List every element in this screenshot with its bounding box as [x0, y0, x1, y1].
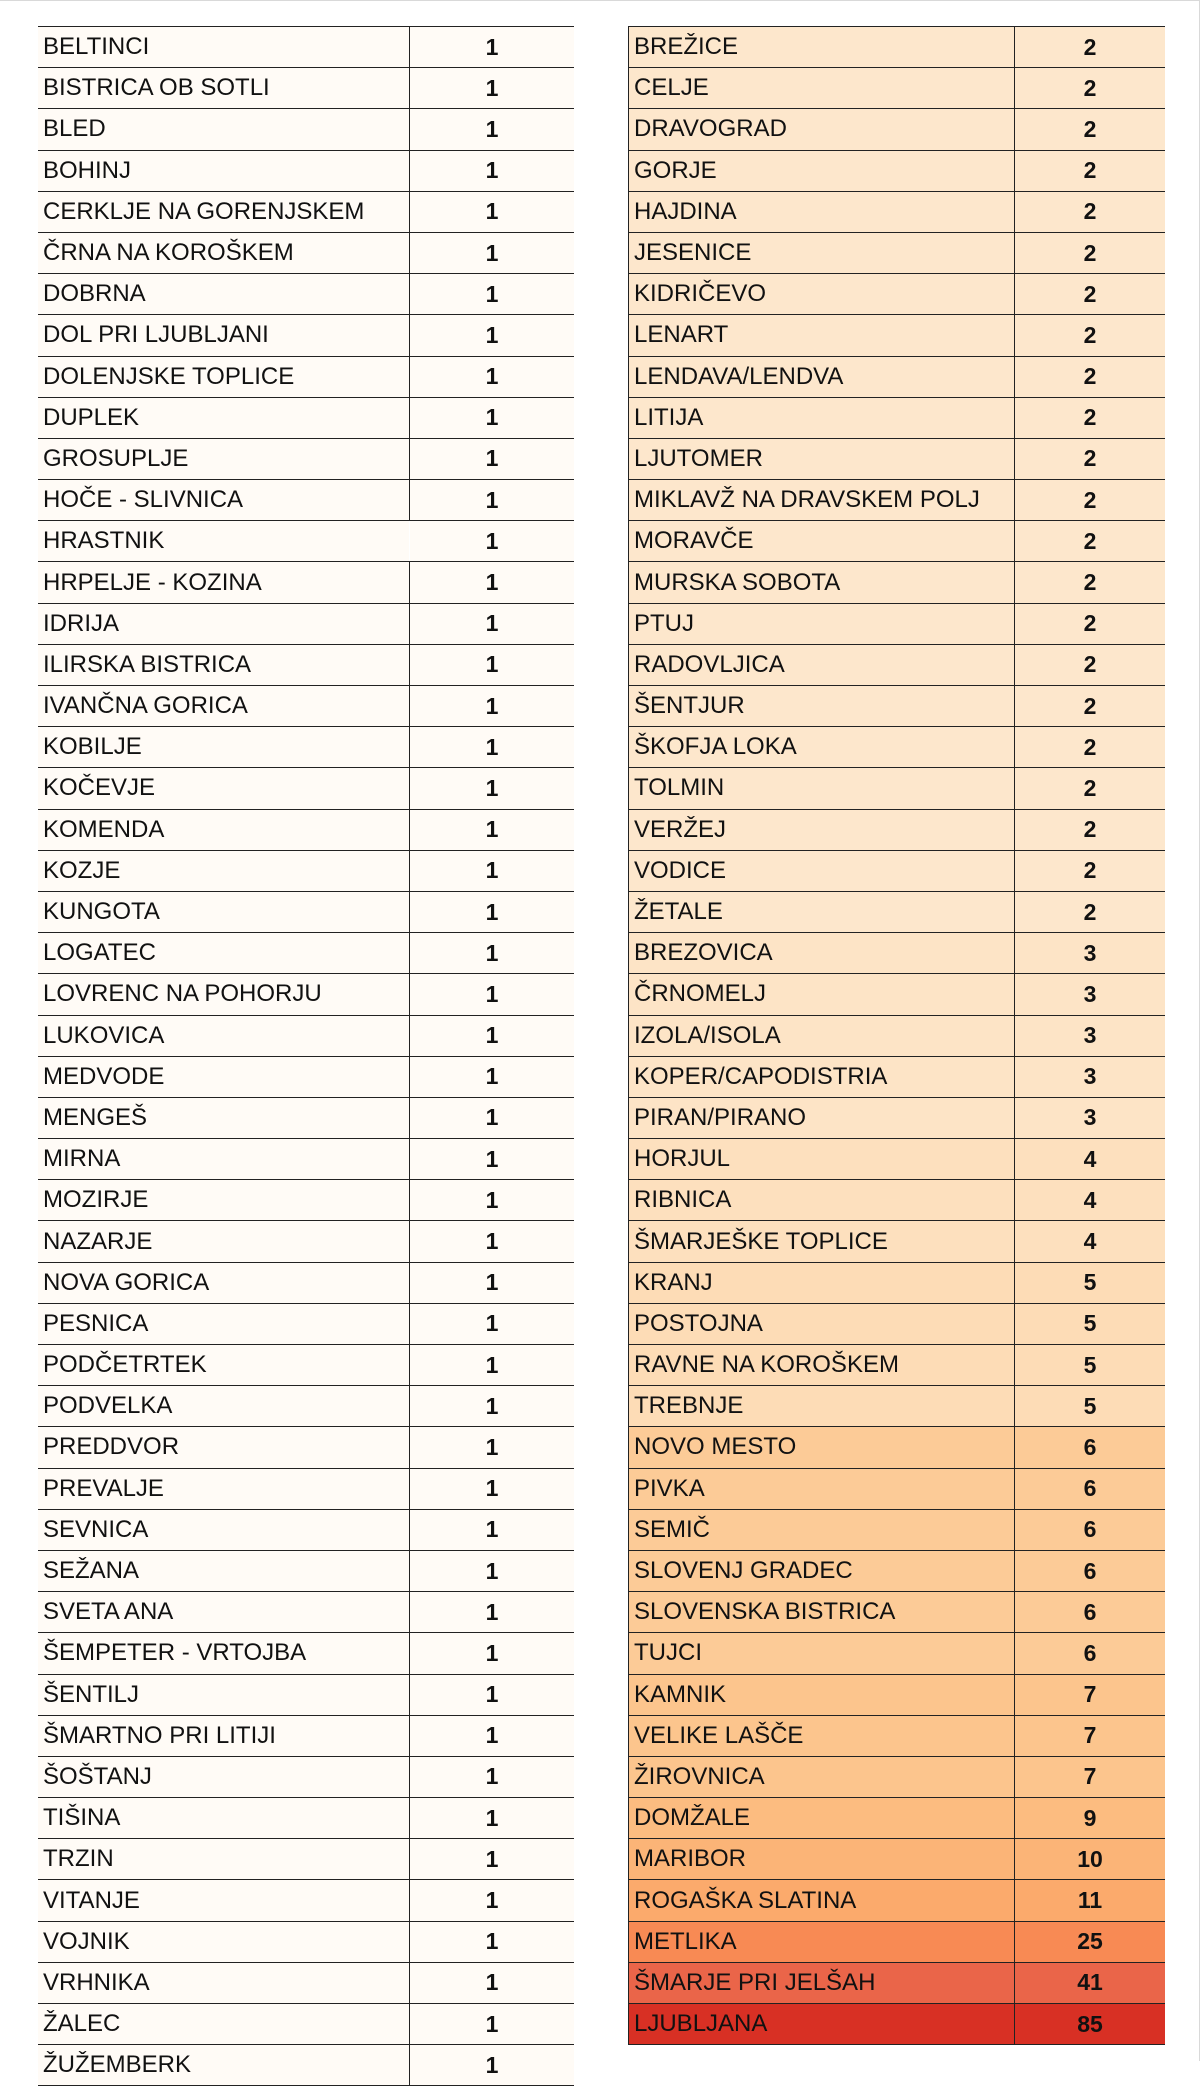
table-row [629, 1139, 1166, 1180]
table-row [629, 1262, 1166, 1303]
municipality-name: SEŽANA [38, 1550, 410, 1591]
table-row [629, 1509, 1166, 1550]
table-row [629, 644, 1166, 685]
table-row [38, 603, 574, 644]
table-row [38, 1592, 574, 1633]
table-row [38, 521, 574, 562]
municipality-name: POSTOJNA [629, 1303, 1015, 1344]
municipality-name: KOZJE [38, 850, 410, 891]
table-row [629, 274, 1166, 315]
municipality-name: VELIKE LAŠČE [629, 1715, 1015, 1756]
municipality-name: TRZIN [38, 1839, 410, 1880]
case-count: 41 [1015, 1962, 1166, 2003]
municipality-name: PREDDVOR [38, 1427, 410, 1468]
municipality-name: LITIJA [629, 397, 1015, 438]
municipality-name: CELJE [629, 68, 1015, 109]
municipality-name: CERKLJE NA GORENJSKEM [38, 191, 410, 232]
case-count: 3 [1015, 1015, 1166, 1056]
table-row [38, 1468, 574, 1509]
case-count: 1 [410, 1633, 575, 1674]
case-count: 1 [410, 603, 575, 644]
table-row [38, 1715, 574, 1756]
municipality-name: KOBILJE [38, 727, 410, 768]
municipality-name: VITANJE [38, 1880, 410, 1921]
table-row [38, 356, 574, 397]
case-count: 1 [410, 1468, 575, 1509]
table-row [38, 727, 574, 768]
table-row [38, 1633, 574, 1674]
municipality-table-left [38, 26, 574, 2086]
table-row [38, 150, 574, 191]
case-count: 1 [410, 438, 575, 479]
case-count: 2 [1015, 397, 1166, 438]
case-count: 1 [410, 27, 575, 68]
table-row [38, 1262, 574, 1303]
case-count: 1 [410, 274, 575, 315]
table-row [38, 1427, 574, 1468]
table-row [629, 1798, 1166, 1839]
municipality-name: MIRNA [38, 1139, 410, 1180]
table-row [629, 1345, 1166, 1386]
municipality-name: PODVELKA [38, 1386, 410, 1427]
municipality-name: IZOLA/ISOLA [629, 1015, 1015, 1056]
municipality-name: KRANJ [629, 1262, 1015, 1303]
case-count: 2 [1015, 356, 1166, 397]
case-count: 2 [1015, 191, 1166, 232]
municipality-name: TIŠINA [38, 1798, 410, 1839]
case-count: 2 [1015, 315, 1166, 356]
case-count: 1 [410, 891, 575, 932]
municipality-name: DRAVOGRAD [629, 109, 1015, 150]
municipality-name: MEDVODE [38, 1056, 410, 1097]
municipality-name: NOVA GORICA [38, 1262, 410, 1303]
municipality-name: MOZIRJE [38, 1180, 410, 1221]
table-row [38, 1345, 574, 1386]
case-count: 2 [1015, 603, 1166, 644]
case-count: 1 [410, 1880, 575, 1921]
case-count: 1 [410, 1839, 575, 1880]
case-count: 1 [410, 191, 575, 232]
table-row [629, 974, 1166, 1015]
table-row [38, 1056, 574, 1097]
table-row [38, 1880, 574, 1921]
municipality-name: DUPLEK [38, 397, 410, 438]
municipality-name: ŽETALE [629, 891, 1015, 932]
table-row [629, 1921, 1166, 1962]
case-count: 25 [1015, 1921, 1166, 1962]
table-row [38, 27, 574, 68]
municipality-name: BOHINJ [38, 150, 410, 191]
table-row [629, 438, 1166, 479]
case-count: 2 [1015, 521, 1166, 562]
table-row [629, 727, 1166, 768]
table-row [629, 521, 1166, 562]
case-count: 6 [1015, 1633, 1166, 1674]
municipality-name: IDRIJA [38, 603, 410, 644]
municipality-name: RADOVLJICA [629, 644, 1015, 685]
municipality-name: DOL PRI LJUBLJANI [38, 315, 410, 356]
case-count: 2 [1015, 850, 1166, 891]
case-count: 1 [410, 356, 575, 397]
case-count: 6 [1015, 1509, 1166, 1550]
table-row [38, 315, 574, 356]
table-row [629, 232, 1166, 273]
table-row [629, 1221, 1166, 1262]
municipality-name: SLOVENSKA BISTRICA [629, 1592, 1015, 1633]
case-count: 2 [1015, 809, 1166, 850]
municipality-name: MIKLAVŽ NA DRAVSKEM POLJ [629, 480, 1015, 521]
case-count: 2 [1015, 232, 1166, 273]
municipality-name: BLED [38, 109, 410, 150]
table-row [629, 809, 1166, 850]
table-row [629, 1715, 1166, 1756]
table-row [629, 768, 1166, 809]
municipality-name: KOČEVJE [38, 768, 410, 809]
case-count: 1 [410, 850, 575, 891]
table-row [38, 232, 574, 273]
case-count: 5 [1015, 1303, 1166, 1344]
municipality-name: RIBNICA [629, 1180, 1015, 1221]
case-count: 2 [1015, 274, 1166, 315]
table-row [629, 2004, 1166, 2045]
case-count: 3 [1015, 1056, 1166, 1097]
municipality-name: MENGEŠ [38, 1097, 410, 1138]
table-row [629, 1097, 1166, 1138]
table-row [38, 933, 574, 974]
case-count: 1 [410, 644, 575, 685]
municipality-name: GROSUPLJE [38, 438, 410, 479]
case-count: 5 [1015, 1386, 1166, 1427]
municipality-name: ŠENTILJ [38, 1674, 410, 1715]
municipality-name: DOBRNA [38, 274, 410, 315]
case-count: 10 [1015, 1839, 1166, 1880]
case-count: 9 [1015, 1798, 1166, 1839]
municipality-name: ŽIROVNICA [629, 1756, 1015, 1797]
table-row [38, 1756, 574, 1797]
municipality-name: KUNGOTA [38, 891, 410, 932]
case-count: 1 [410, 1221, 575, 1262]
case-count: 1 [410, 1180, 575, 1221]
case-count: 1 [410, 562, 575, 603]
municipality-name: ŠMARJEŠKE TOPLICE [629, 1221, 1015, 1262]
municipality-name: ŠOŠTANJ [38, 1756, 410, 1797]
case-count: 4 [1015, 1221, 1166, 1262]
table-row [38, 1180, 574, 1221]
table-row [629, 150, 1166, 191]
municipality-name: METLIKA [629, 1921, 1015, 1962]
municipality-name: MURSKA SOBOTA [629, 562, 1015, 603]
municipality-name: ČRNOMELJ [629, 974, 1015, 1015]
table-row [629, 850, 1166, 891]
table-row [38, 562, 574, 603]
table-row [629, 1756, 1166, 1797]
case-count: 1 [410, 480, 575, 521]
table-row [38, 2045, 574, 2086]
municipality-name: VRHNIKA [38, 1962, 410, 2003]
case-count: 1 [410, 1262, 575, 1303]
case-count: 1 [410, 727, 575, 768]
table-row [38, 1921, 574, 1962]
case-count: 3 [1015, 974, 1166, 1015]
case-count: 3 [1015, 1097, 1166, 1138]
municipality-name: HRASTNIK [38, 521, 410, 562]
municipality-name: IVANČNA GORICA [38, 686, 410, 727]
table-row [38, 109, 574, 150]
table-row [629, 686, 1166, 727]
municipality-name: HOČE - SLIVNICA [38, 480, 410, 521]
municipality-name: ŽUŽEMBERK [38, 2045, 410, 2086]
table-row [629, 397, 1166, 438]
table-row [629, 109, 1166, 150]
municipality-name: PTUJ [629, 603, 1015, 644]
case-count: 1 [410, 1550, 575, 1591]
municipality-name: HRPELJE - KOZINA [38, 562, 410, 603]
table-row [629, 1386, 1166, 1427]
municipality-name: HORJUL [629, 1139, 1015, 1180]
municipality-name: ŠKOFJA LOKA [629, 727, 1015, 768]
municipality-name: LENDAVA/LENDVA [629, 356, 1015, 397]
case-count: 1 [410, 1097, 575, 1138]
case-count: 6 [1015, 1468, 1166, 1509]
municipality-name: ILIRSKA BISTRICA [38, 644, 410, 685]
table-row [629, 1674, 1166, 1715]
case-count: 1 [410, 1139, 575, 1180]
municipality-name: MORAVČE [629, 521, 1015, 562]
table-row [38, 850, 574, 891]
case-count: 2 [1015, 686, 1166, 727]
case-count: 1 [410, 1798, 575, 1839]
municipality-name: KAMNIK [629, 1674, 1015, 1715]
municipality-name: NOVO MESTO [629, 1427, 1015, 1468]
case-count: 1 [410, 2004, 575, 2045]
case-count: 2 [1015, 438, 1166, 479]
case-count: 2 [1015, 68, 1166, 109]
table-row [629, 562, 1166, 603]
municipality-name: ŽALEC [38, 2004, 410, 2045]
case-count: 3 [1015, 933, 1166, 974]
case-count: 1 [410, 1715, 575, 1756]
table-row [629, 1592, 1166, 1633]
table-row [38, 1798, 574, 1839]
municipality-name: HAJDINA [629, 191, 1015, 232]
municipality-name: LOGATEC [38, 933, 410, 974]
table-row [629, 1839, 1166, 1880]
case-count: 5 [1015, 1262, 1166, 1303]
case-count: 1 [410, 809, 575, 850]
table-row [38, 480, 574, 521]
case-count: 1 [410, 521, 575, 562]
table-row [38, 768, 574, 809]
case-count: 1 [410, 768, 575, 809]
municipality-name: SLOVENJ GRADEC [629, 1550, 1015, 1591]
case-count: 1 [410, 1303, 575, 1344]
table-row [629, 1015, 1166, 1056]
case-count: 85 [1015, 2004, 1166, 2045]
municipality-name: LJUBLJANA [629, 2004, 1015, 2045]
table-row [38, 1962, 574, 2003]
case-count: 2 [1015, 891, 1166, 932]
table-row [38, 1097, 574, 1138]
municipality-name: ŠMARTNO PRI LITIJI [38, 1715, 410, 1756]
case-count: 1 [410, 315, 575, 356]
table-row [629, 191, 1166, 232]
case-count: 1 [410, 1962, 575, 2003]
municipality-name: ŠMARJE PRI JELŠAH [629, 1962, 1015, 2003]
case-count: 1 [410, 686, 575, 727]
municipality-name: DOMŽALE [629, 1798, 1015, 1839]
municipality-name: VOJNIK [38, 1921, 410, 1962]
municipality-name: ŠEMPETER - VRTOJBA [38, 1633, 410, 1674]
case-count: 1 [410, 1345, 575, 1386]
case-count: 6 [1015, 1427, 1166, 1468]
table-row [38, 1221, 574, 1262]
table-row [629, 1427, 1166, 1468]
municipality-name: RAVNE NA KOROŠKEM [629, 1345, 1015, 1386]
municipality-name: VODICE [629, 850, 1015, 891]
municipality-name: KOPER/CAPODISTRIA [629, 1056, 1015, 1097]
table-row [38, 68, 574, 109]
table-row [38, 1386, 574, 1427]
table-row [38, 2004, 574, 2045]
table-row [38, 686, 574, 727]
case-count: 2 [1015, 480, 1166, 521]
municipality-name: LUKOVICA [38, 1015, 410, 1056]
case-count: 1 [410, 1592, 575, 1633]
municipality-name: BELTINCI [38, 27, 410, 68]
municipality-table-right [628, 26, 1165, 2045]
table-row [38, 974, 574, 1015]
case-count: 1 [410, 150, 575, 191]
table-row [38, 1674, 574, 1715]
municipality-name: NAZARJE [38, 1221, 410, 1262]
municipality-name: ŠENTJUR [629, 686, 1015, 727]
table-row [38, 1839, 574, 1880]
case-count: 1 [410, 1921, 575, 1962]
case-count: 2 [1015, 768, 1166, 809]
case-count: 4 [1015, 1139, 1166, 1180]
municipality-name: BREŽICE [629, 27, 1015, 68]
municipality-name: ČRNA NA KOROŠKEM [38, 232, 410, 273]
municipality-name: PIRAN/PIRANO [629, 1097, 1015, 1138]
municipality-name: KOMENDA [38, 809, 410, 850]
case-count: 1 [410, 1427, 575, 1468]
municipality-name: DOLENJSKE TOPLICE [38, 356, 410, 397]
case-count: 1 [410, 1509, 575, 1550]
table-row [629, 1180, 1166, 1221]
table-row [629, 603, 1166, 644]
municipality-name: GORJE [629, 150, 1015, 191]
case-count: 2 [1015, 27, 1166, 68]
municipality-name: ROGAŠKA SLATINA [629, 1880, 1015, 1921]
municipality-name: BREZOVICA [629, 933, 1015, 974]
case-count: 1 [410, 1386, 575, 1427]
table-row [629, 1056, 1166, 1097]
municipality-name: BISTRICA OB SOTLI [38, 68, 410, 109]
municipality-name: PREVALJE [38, 1468, 410, 1509]
municipality-name: TUJCI [629, 1633, 1015, 1674]
municipality-name: VERŽEJ [629, 809, 1015, 850]
case-count: 2 [1015, 109, 1166, 150]
municipality-name: MARIBOR [629, 1839, 1015, 1880]
municipality-name: TOLMIN [629, 768, 1015, 809]
table-row [38, 1139, 574, 1180]
table-row [629, 1303, 1166, 1344]
table-row [629, 1550, 1166, 1591]
table-row [629, 315, 1166, 356]
case-count: 1 [410, 2045, 575, 2086]
municipality-name: PIVKA [629, 1468, 1015, 1509]
municipality-name: PESNICA [38, 1303, 410, 1344]
table-row [629, 27, 1166, 68]
case-count: 1 [410, 1015, 575, 1056]
case-count: 2 [1015, 150, 1166, 191]
municipality-name: SEMIČ [629, 1509, 1015, 1550]
case-count: 1 [410, 109, 575, 150]
table-row [629, 356, 1166, 397]
municipality-name: PODČETRTEK [38, 1345, 410, 1386]
table-row [38, 1303, 574, 1344]
table-row [38, 1509, 574, 1550]
table-row [38, 438, 574, 479]
table-row [629, 1962, 1166, 2003]
case-count: 6 [1015, 1550, 1166, 1591]
case-count: 4 [1015, 1180, 1166, 1221]
municipality-name: SVETA ANA [38, 1592, 410, 1633]
table-row [38, 191, 574, 232]
table-row [38, 1015, 574, 1056]
municipality-name: JESENICE [629, 232, 1015, 273]
municipality-name: LENART [629, 315, 1015, 356]
table-row [629, 1880, 1166, 1921]
case-count: 1 [410, 397, 575, 438]
table-row [38, 274, 574, 315]
municipality-name: KIDRIČEVO [629, 274, 1015, 315]
case-count: 1 [410, 974, 575, 1015]
case-count: 1 [410, 1674, 575, 1715]
table-row [38, 1550, 574, 1591]
table-row [629, 933, 1166, 974]
case-count: 5 [1015, 1345, 1166, 1386]
table-row [629, 891, 1166, 932]
table-row [38, 644, 574, 685]
case-count: 2 [1015, 727, 1166, 768]
case-count: 1 [410, 232, 575, 273]
table-row [38, 891, 574, 932]
table-row [629, 1468, 1166, 1509]
case-count: 1 [410, 1756, 575, 1797]
municipality-name: LJUTOMER [629, 438, 1015, 479]
table-row [38, 397, 574, 438]
case-count: 7 [1015, 1715, 1166, 1756]
table-row [629, 1633, 1166, 1674]
case-count: 1 [410, 933, 575, 974]
municipality-name: TREBNJE [629, 1386, 1015, 1427]
table-row [629, 480, 1166, 521]
case-count: 2 [1015, 644, 1166, 685]
case-count: 2 [1015, 562, 1166, 603]
table-row [38, 809, 574, 850]
case-count: 1 [410, 1056, 575, 1097]
case-count: 11 [1015, 1880, 1166, 1921]
case-count: 7 [1015, 1674, 1166, 1715]
municipality-name: SEVNICA [38, 1509, 410, 1550]
case-count: 7 [1015, 1756, 1166, 1797]
municipality-name: LOVRENC NA POHORJU [38, 974, 410, 1015]
case-count: 1 [410, 68, 575, 109]
case-count: 6 [1015, 1592, 1166, 1633]
table-row [629, 68, 1166, 109]
